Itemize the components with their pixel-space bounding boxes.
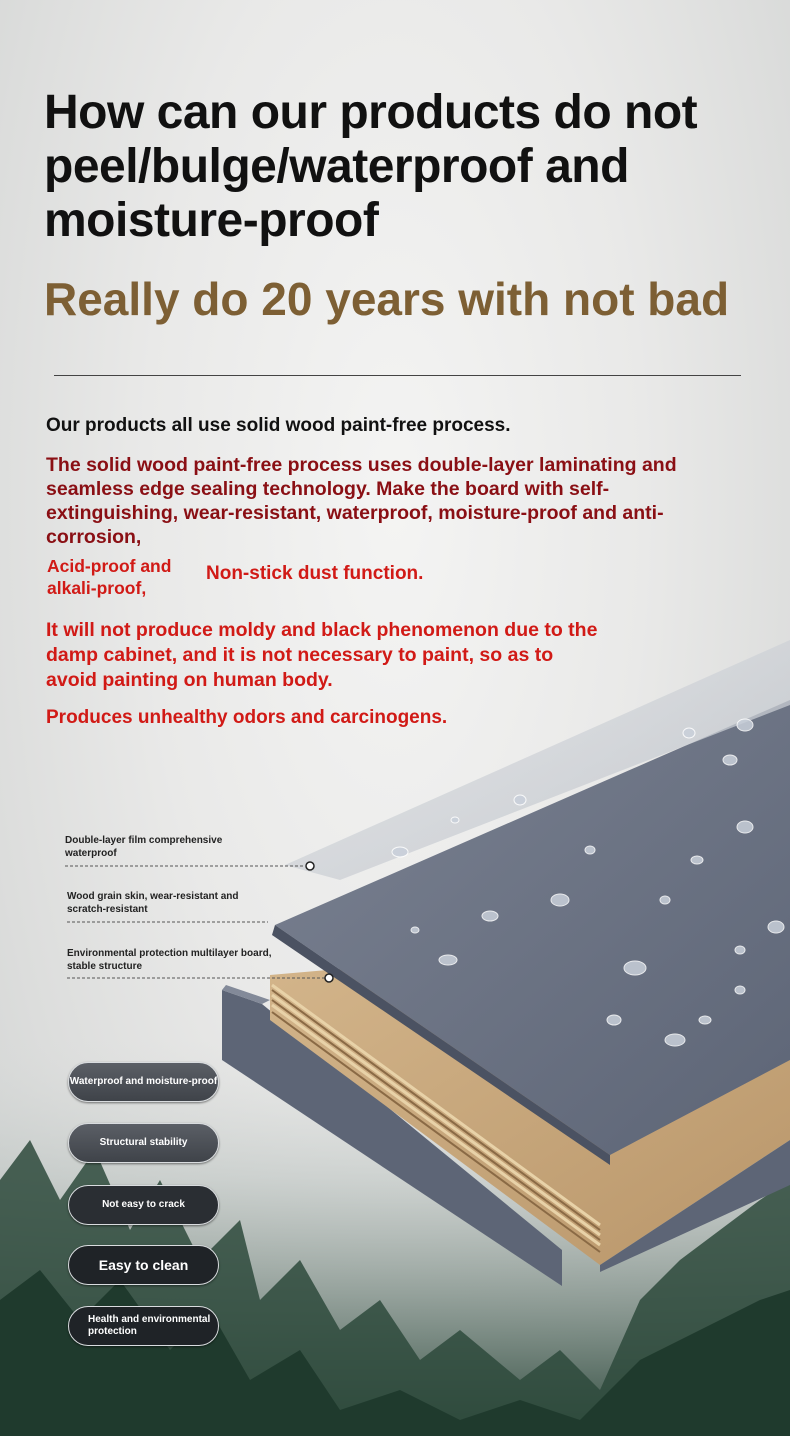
layer-label-film: Double-layer film comprehensive waterproof	[65, 835, 223, 859]
process-text: The solid wood paint-free process uses double-layer laminating and seamless edge sealing technology. Make the board with self-extinguishing, wear-resistant, waterproof, moisture-proof and anti-corrosion,	[46, 454, 677, 548]
page-subheadline: Really do 20 years with not bad	[44, 273, 730, 325]
feature-badge-waterproof: Waterproof and moisture-proof	[68, 1062, 219, 1102]
feature-badge-health: Health and environmental protection	[68, 1306, 219, 1346]
acid-text: Acid-proof and alkali-proof,	[47, 556, 172, 598]
page-headline: How can our products do not peel/bulge/waterproof and moisture-proof	[44, 86, 698, 247]
dust-text: Non-stick dust function.	[206, 563, 424, 584]
divider	[54, 375, 741, 376]
layer-label-skin: Wood grain skin, wear-resistant and scratch-resistant	[67, 891, 239, 915]
mold-text: It will not produce moldy and black phenomenon due to the damp cabinet, and it is not necessary to paint, so as to avoid painting on human body.	[46, 619, 598, 691]
odor-text: Produces unhealthy odors and carcinogens.	[46, 707, 448, 728]
intro-text: Our products all use solid wood paint-free process.	[46, 415, 511, 436]
feature-badge-crack: Not easy to crack	[68, 1185, 219, 1225]
feature-badge-structural: Structural stability	[68, 1123, 219, 1163]
layer-label-board: Environmental protection multilayer board, stable structure	[67, 948, 272, 972]
feature-badge-clean: Easy to clean	[68, 1245, 219, 1285]
